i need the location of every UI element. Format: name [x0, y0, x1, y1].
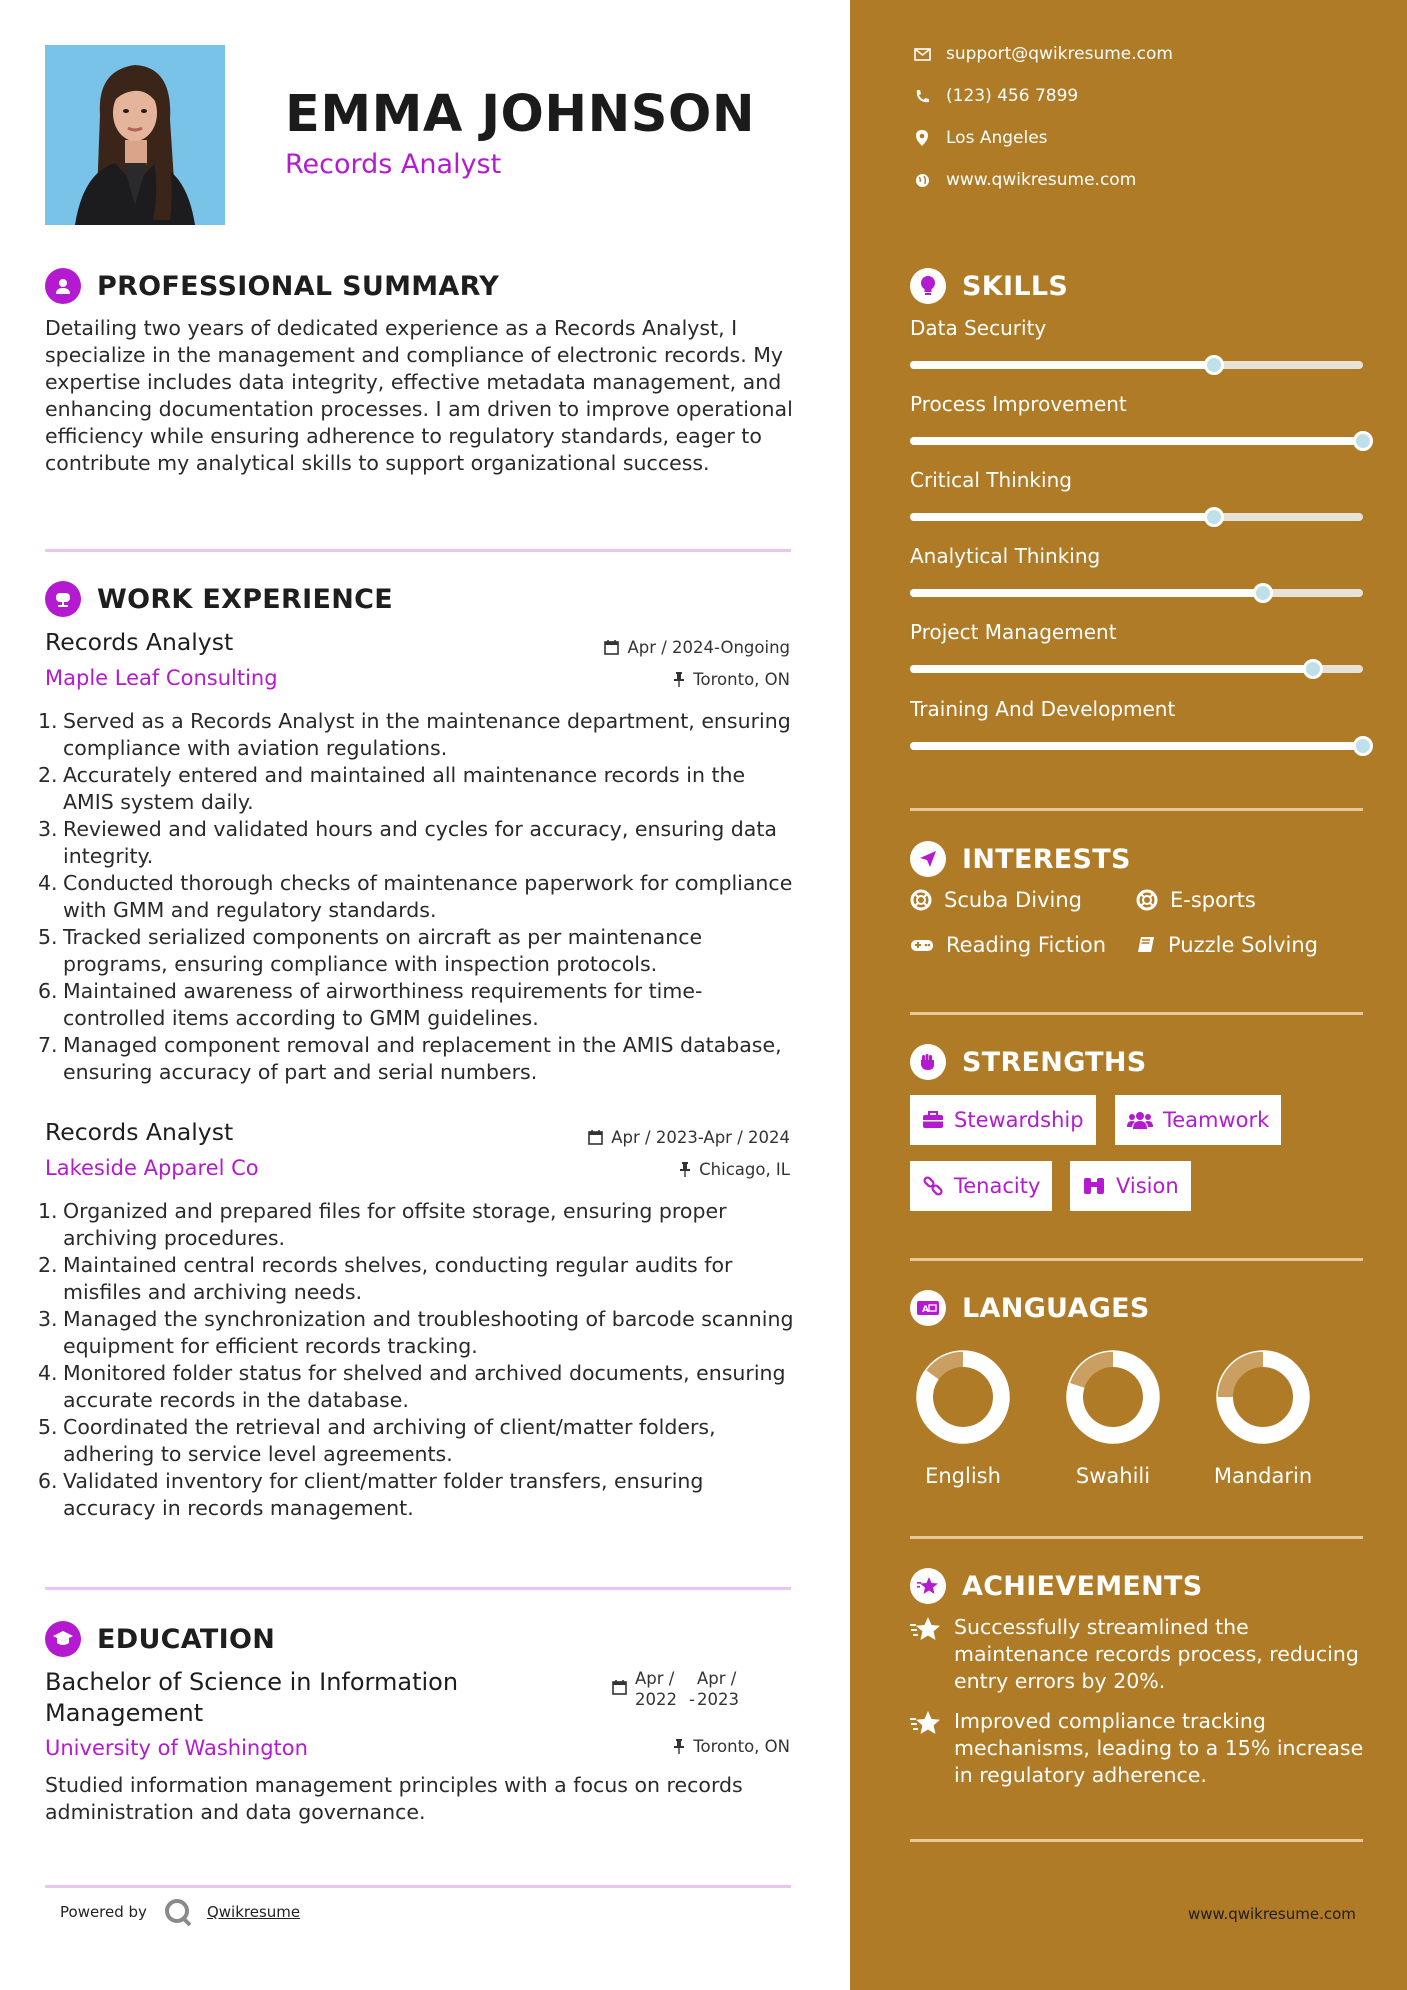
list-item: 6. Maintained awareness of airworthiness requirements for time-controlled items according to GMM guidelines. — [38, 979, 703, 1030]
life-ring-icon — [910, 889, 932, 911]
skill-bar — [910, 742, 1363, 750]
achievement-item: Improved compliance tracking mechanisms, leading to a 15% increase in regulatory adherence. — [910, 1708, 1370, 1789]
binoculars-icon — [1082, 1176, 1106, 1196]
skill-bar-fill — [910, 589, 1263, 597]
strength-chip: Teamwork — [1115, 1095, 1281, 1145]
contact-location: Los Angeles — [910, 128, 1048, 148]
language-item: Mandarin — [1208, 1342, 1318, 1488]
lightbulb-icon — [910, 268, 946, 304]
divider — [45, 1885, 791, 1888]
languages-heading: A LANGUAGES — [910, 1290, 1150, 1326]
pin-icon — [673, 672, 685, 687]
calendar-icon — [588, 1130, 603, 1145]
candidate-title: Records Analyst — [285, 149, 502, 180]
job-bullets — [38, 708, 798, 1086]
education-heading: EDUCATION — [45, 1621, 275, 1657]
profile-photo — [45, 45, 225, 225]
language-item: Swahili — [1058, 1342, 1168, 1488]
users-icon — [1127, 1111, 1153, 1129]
star-badge-icon — [910, 1568, 946, 1604]
footer-website[interactable]: www.qwikresume.com — [1188, 1905, 1356, 1923]
divider — [910, 1258, 1363, 1261]
list-item: 3. Managed the synchronization and troubleshooting of barcode scanning equipment for efficient records tracking. — [38, 1307, 794, 1358]
map-marker-icon — [916, 130, 928, 146]
company-name: Maple Leaf Consulting — [45, 666, 278, 690]
powered-by: Powered by Qwikresume — [60, 1897, 300, 1927]
job-bullets — [38, 1198, 798, 1522]
skill-bar — [910, 665, 1363, 673]
skill-bar-fill — [910, 665, 1313, 673]
phone-icon — [915, 89, 930, 104]
skill-bar-knob — [1204, 355, 1224, 375]
fist-icon — [910, 1044, 946, 1080]
divider — [910, 1012, 1363, 1015]
interest-item: E-sports — [1136, 888, 1256, 912]
degree-title: Bachelor of Science in Information Management — [45, 1668, 459, 1727]
qwikresume-logo-icon — [163, 1897, 193, 1927]
skills-heading: SKILLS — [910, 268, 1068, 304]
list-item: 4. Conducted thorough checks of maintenance paperwork for compliance with GMM and regulatory standards. — [38, 871, 793, 922]
list-item: 6. Validated inventory for client/matter folder transfers, ensuring accuracy in records management. — [38, 1469, 704, 1520]
strength-chip: Tenacity — [910, 1161, 1052, 1211]
skill-bar-knob — [1204, 507, 1224, 527]
contact-website: www.qwikresume.com — [910, 170, 1136, 190]
skill-bar-knob — [1353, 431, 1373, 451]
star-icon — [910, 1616, 942, 1642]
skill-bar-knob — [1353, 736, 1373, 756]
education-dates: Apr / 2022 - Apr / 2023 — [612, 1668, 739, 1710]
skill-bar-knob — [1253, 583, 1273, 603]
strengths-heading: STRENGTHS — [910, 1044, 1147, 1080]
language-ring — [908, 1342, 1018, 1452]
interest-item: Reading Fiction — [910, 933, 1106, 957]
star-icon — [910, 1710, 942, 1736]
strength-chip: Stewardship — [910, 1095, 1096, 1145]
graduation-cap-icon — [45, 1621, 81, 1657]
globe-icon — [915, 173, 930, 188]
school-name: University of Washington — [45, 1736, 308, 1760]
skill-bar — [910, 589, 1363, 597]
interests-heading: INTERESTS — [910, 841, 1131, 877]
job-dates: Apr / 2024-Ongoing — [604, 638, 790, 657]
life-ring-icon — [1136, 889, 1158, 911]
skill-bar-fill — [910, 437, 1363, 445]
language-item: English — [908, 1342, 1018, 1488]
calendar-icon — [612, 1680, 627, 1695]
pin-icon — [679, 1162, 691, 1177]
skill-name: Analytical Thinking — [910, 544, 1101, 568]
user-icon — [45, 268, 81, 304]
job-location: Chicago, IL — [679, 1160, 790, 1179]
skill-bar-knob — [1303, 659, 1323, 679]
skill-name: Process Improvement — [910, 392, 1127, 416]
job-title: Records Analyst — [45, 628, 234, 656]
qwikresume-link[interactable]: Qwikresume — [206, 1903, 301, 1921]
skill-bar — [910, 361, 1363, 369]
envelope-icon — [914, 48, 931, 61]
contact-email: support@qwikresume.com — [910, 44, 1173, 64]
divider — [910, 1536, 1363, 1539]
svg-text:A: A — [922, 1305, 929, 1315]
achievements-heading: ACHIEVEMENTS — [910, 1568, 1203, 1604]
skill-name: Critical Thinking — [910, 468, 1072, 492]
list-item: 1. Organized and prepared files for offsite storage, ensuring proper archiving procedures. — [38, 1199, 727, 1250]
company-name: Lakeside Apparel Co — [45, 1156, 259, 1180]
divider — [45, 549, 791, 552]
achievement-item: Successfully streamlined the maintenance records process, reducing entry errors by 20%. — [910, 1614, 1370, 1695]
job-dates: Apr / 2023-Apr / 2024 — [588, 1128, 790, 1147]
list-item: 7. Managed component removal and replacement in the AMIS database, ensuring accuracy of part and serial numbers. — [38, 1033, 782, 1084]
list-item: 3. Reviewed and validated hours and cycles for accuracy, ensuring data integrity. — [38, 817, 777, 868]
job-location: Toronto, ON — [673, 670, 790, 689]
list-item: 2. Maintained central records shelves, conducting regular audits for misfiles and archiving needs. — [38, 1253, 733, 1304]
summary-text: Detailing two years of dedicated experience as a Records Analyst, I specialize in the management and compliance of electronic records. My expertise includes data integrity, effective metadata management, and enhancing documentation processes. I am driven to improve operational efficiency while ensuring adherence to regulatory standards, eager to contribute my analytical skills to support organizational success. — [45, 316, 793, 475]
sidebar — [850, 0, 1407, 1990]
interest-item: Puzzle Solving — [1136, 933, 1318, 957]
language-icon — [910, 1290, 946, 1326]
skill-bar-fill — [910, 742, 1363, 750]
skill-bar — [910, 437, 1363, 445]
skill-bar-fill — [910, 361, 1214, 369]
list-item: 5. Tracked serialized components on aircraft as per maintenance programs, ensuring compliance with inspection protocols. — [38, 925, 703, 976]
language-ring — [1208, 1342, 1318, 1452]
divider — [910, 1839, 1363, 1842]
briefcase-icon — [45, 581, 81, 617]
list-item: 1. Served as a Records Analyst in the maintenance department, ensuring compliance with aviation regulations. — [38, 709, 791, 760]
divider — [910, 808, 1363, 811]
experience-heading: WORK EXPERIENCE — [45, 581, 393, 617]
skill-bar — [910, 513, 1363, 521]
education-description: Studied information management principles with a focus on records administration and data governance. — [45, 1773, 743, 1824]
contact-phone: (123) 456 7899 — [910, 86, 1078, 106]
calendar-icon — [604, 640, 619, 655]
skill-bar-fill — [910, 513, 1214, 521]
list-item: 5. Coordinated the retrieval and archiving of client/matter folders, adhering to service level agreements. — [38, 1415, 716, 1466]
briefcase-icon — [922, 1111, 944, 1129]
interest-item: Scuba Diving — [910, 888, 1082, 912]
link-icon — [922, 1175, 944, 1197]
gamepad-icon — [910, 937, 934, 953]
pin-icon — [673, 1739, 685, 1754]
paper-plane-icon — [910, 841, 946, 877]
book-icon — [1136, 935, 1156, 955]
education-location: Toronto, ON — [673, 1737, 790, 1756]
candidate-name: EMMA JOHNSON — [285, 85, 756, 144]
strength-chip: Vision — [1070, 1161, 1191, 1211]
skill-name: Data Security — [910, 316, 1047, 340]
skill-name: Training And Development — [910, 697, 1176, 721]
divider — [45, 1587, 791, 1590]
list-item: 4. Monitored folder status for shelved and archived documents, ensuring accurate records in the database. — [38, 1361, 786, 1412]
list-item: 2. Accurately entered and maintained all maintenance records in the AMIS system daily. — [38, 763, 746, 814]
summary-heading: PROFESSIONAL SUMMARY — [45, 268, 499, 304]
skill-name: Project Management — [910, 620, 1117, 644]
job-title: Records Analyst — [45, 1118, 234, 1146]
language-ring — [1058, 1342, 1168, 1452]
